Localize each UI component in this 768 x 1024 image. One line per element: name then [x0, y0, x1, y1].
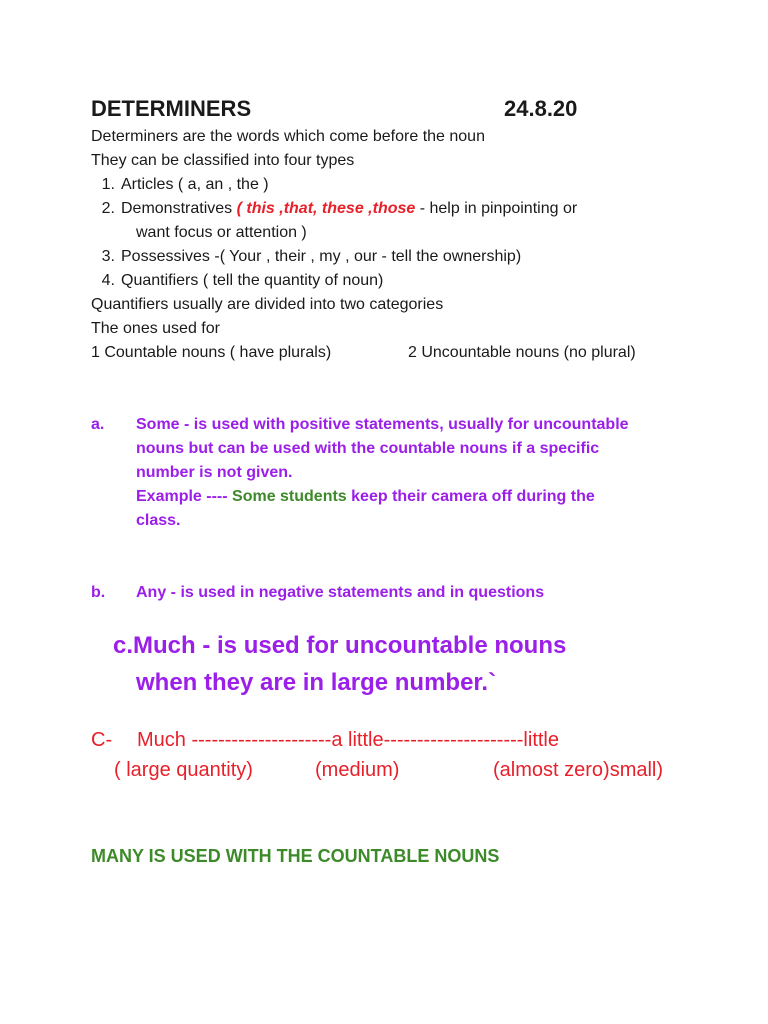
scale-almost-zero: (almost zero)small)	[493, 759, 664, 781]
note-letter: b.	[91, 584, 106, 601]
note-a-line-1	[91, 415, 629, 435]
many-statement: MANY IS USED WITH THE COUNTABLE NOUNS	[91, 846, 500, 866]
list-number: 1.	[101, 176, 115, 193]
quantifiers-line-2: The ones used for	[91, 320, 220, 337]
list-number: 4.	[101, 272, 115, 289]
note-letter: a.	[91, 416, 105, 433]
scale-line: Much ---------------------a little---------------------little	[137, 729, 560, 751]
list-text-continued: - help in pinpointing or	[415, 200, 578, 217]
intro-line-1: Determiners are the words which come before the noun	[91, 128, 485, 145]
list-text: Quantifiers ( tell the quantity of noun)	[121, 272, 384, 289]
list-text: Demonstratives	[121, 200, 237, 217]
intro-line-2: They can be classified into four types	[91, 152, 355, 169]
note-text: Any - is used in negative statements and in questions	[136, 584, 545, 601]
quantifiers-line-1: Quantifiers usually are divided into two categories	[91, 296, 444, 313]
list-item-quantifiers	[91, 271, 383, 291]
countable-nouns-label: 1 Countable nouns ( have plurals)	[91, 344, 332, 361]
note-b	[91, 583, 544, 603]
page-date: 24.8.20	[504, 96, 578, 121]
scale-medium: (medium)	[315, 759, 400, 781]
list-item-articles	[91, 175, 269, 195]
list-item-demonstratives-wrap: want focus or attention )	[136, 224, 307, 241]
list-item-demonstratives	[91, 199, 577, 219]
note-text: Some - is used with positive statements, usually for uncountable	[136, 416, 629, 433]
example-highlight: Some students	[232, 488, 347, 505]
page-title: DETERMINERS	[91, 96, 252, 121]
example-label: Example ----	[136, 488, 233, 505]
example-text: keep their camera off during the	[346, 488, 595, 505]
note-a-line-3: number is not given.	[136, 464, 293, 481]
uncountable-nouns-label: 2 Uncountable nouns (no plural)	[408, 344, 636, 361]
note-a-example	[136, 487, 595, 507]
scale-label: C-	[91, 729, 113, 751]
list-number: 2.	[101, 200, 115, 217]
list-number: 3.	[101, 248, 115, 265]
demonstrative-examples: ( this ,that, these ,those	[236, 200, 416, 217]
note-a-line-2: nouns but can be used with the countable nouns if a specific	[136, 440, 600, 457]
list-item-possessives	[91, 247, 521, 267]
note-a-example-end: class.	[136, 512, 181, 529]
note-c-line-2: when they are in large number.`	[136, 669, 497, 696]
note-c-line-1: c.Much - is used for uncountable nouns	[113, 632, 567, 659]
list-text: Possessives -( Your , their , my , our - tell the ownership)	[121, 248, 522, 265]
list-text: Articles ( a, an , the )	[121, 176, 269, 193]
scale-large-quantity: ( large quantity)	[114, 759, 253, 781]
